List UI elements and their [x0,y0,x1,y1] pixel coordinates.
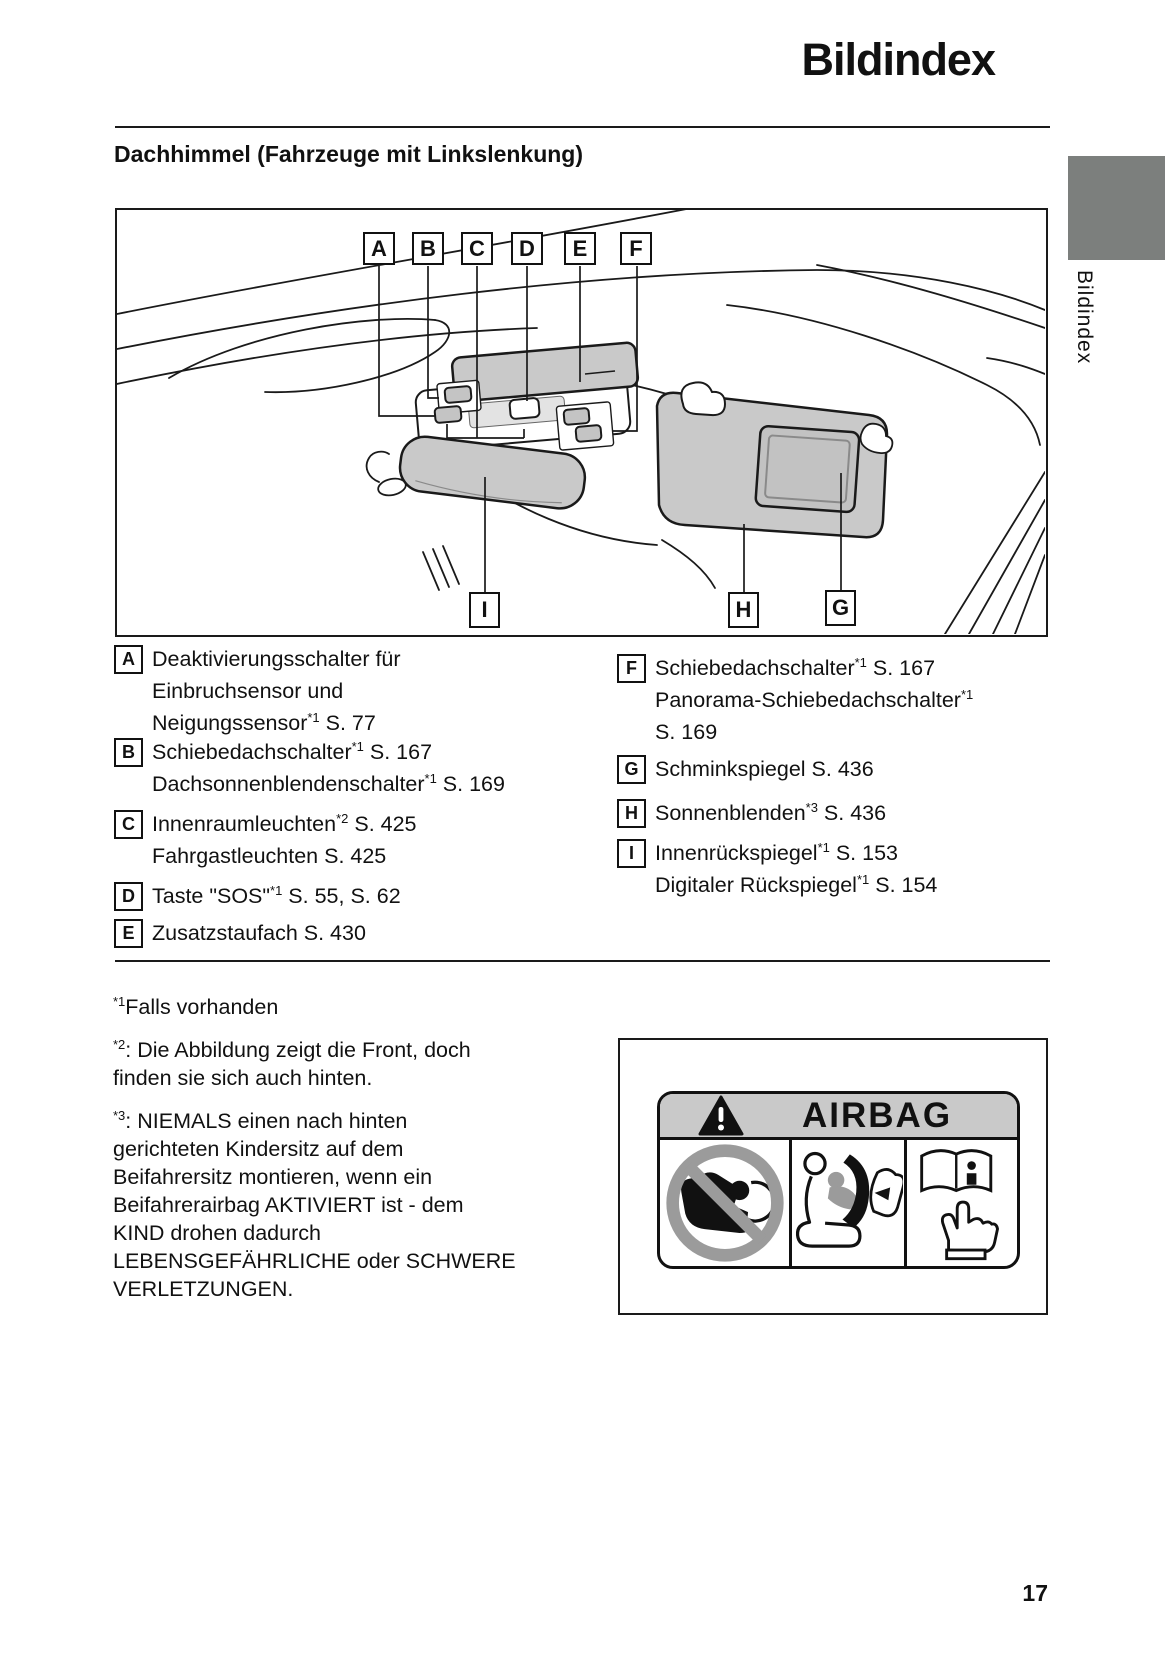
airbag-label-pictograms [660,1140,1017,1266]
diagram-label-b: B [412,232,444,265]
chapter-tab-label: Bildindex [1073,270,1096,365]
diagram-label-e: E [564,232,596,265]
chapter-tab-marker [1068,156,1165,260]
sunroof-switch-shape [563,408,589,425]
section-heading: Dachhimmel (Fahrzeuge mit Linkslenkung) [114,141,584,167]
legend-text-e: Zusatzstaufach S. 430 [152,921,366,945]
diagram-label-c: C [461,232,493,265]
legend-text-a: Deaktivierungsschalter für Einbruchsensor und Neigungssensor$^{*1}$ S. 77 [152,647,401,735]
legend-item-d [114,880,401,912]
footnote-2: $^{*2}$: Die Abbildung zeigt die Front, doch finden sie sich auch hinten. [113,1036,471,1090]
deactivation-switch-shape [434,406,461,423]
airbag-label-title: AIRBAG [802,1095,953,1135]
header-rule [115,126,1050,128]
diagram-label-d: D [511,232,543,265]
legend-item-g [617,753,874,785]
visor-clip-shape [681,382,725,415]
legend-key-e: E [114,919,143,948]
footnotes-block [113,993,517,1318]
sos-button-shape [509,398,540,419]
legend-key-i: I [617,839,646,868]
legend-key-d: D [114,882,143,911]
legend-key-g: G [617,755,646,784]
diagram-label-h: H [728,592,759,628]
vanity-mirror-shape [755,426,859,513]
legend-text-c: Innenraumleuchten$^{*2}$ S. 425 Fahrgastleuchten S. 425 [152,810,417,868]
legend-text-f: Schiebedachschalter$^{*1}$ S. 167 Panorama-Schiebedachschalter$^{*1}$ S. 169 [655,654,974,744]
legend-text-d: Taste "SOS"$^{*1}$ S. 55, S. 62 [152,882,401,908]
sunshade-switch-shape [444,386,471,403]
diagram-label-f: F [620,232,652,265]
airbag-deployment-icon [792,1140,907,1266]
legend-item-c [114,808,417,872]
page-title: Bildindex [801,34,995,85]
legend-key-h: H [617,799,646,828]
legend-text-i: Innenrückspiegel$^{*1}$ S. 153 Digitaler Rückspiegel$^{*1}$ S. 154 [655,839,938,897]
legend-key-c: C [114,810,143,839]
legend-item-i [617,837,937,901]
warning-triangle-icon [698,1095,744,1137]
sun-visor-shape [657,382,892,537]
legend-text-g: Schminkspiegel S. 436 [655,757,874,781]
legend-item-b [114,736,505,800]
headliner-diagram [115,208,1048,637]
airbag-warning-figure [618,1038,1048,1315]
legend-item-a [114,643,401,739]
legend-text-b: Schiebedachschalter$^{*1}$ S. 167 Dachsonnenblendenschalter$^{*1}$ S. 169 [152,738,505,796]
airbag-warning-label [657,1091,1020,1269]
legend-item-f [617,652,973,748]
read-manual-icon [907,1140,1017,1266]
no-rear-facing-child-seat-icon [660,1140,792,1266]
footnote-3: $^{*3}$: NIEMALS einen nach hinten gerichteten Kindersitz auf dem Beifahrersitz montieren, wenn ein Beifahrerairbag AKTIVIERT ist - dem KIND drohen dadurch LEBENSGEFÄHRLICHE oder SCHWERE VERLETZUNGEN. [113,1107,516,1301]
section-divider-rule [115,960,1050,962]
airbag-label-header [660,1094,1017,1140]
diagram-label-i: I [469,592,500,628]
legend-key-b: B [114,738,143,767]
legend-key-a: A [114,645,143,674]
legend-key-f: F [617,654,646,683]
panorama-switch-shape [575,425,601,442]
diagram-label-g: G [825,590,856,626]
diagram-label-a: A [363,232,395,265]
legend-text-h: Sonnenblenden$^{*3}$ S. 436 [655,799,887,825]
legend-item-h [617,797,886,829]
legend-item-e [114,917,366,949]
headliner-illustration [117,210,1045,634]
page-number: 17 [1022,1580,1048,1606]
footnote-1: $^{*1}$Falls vorhanden [113,993,279,1019]
